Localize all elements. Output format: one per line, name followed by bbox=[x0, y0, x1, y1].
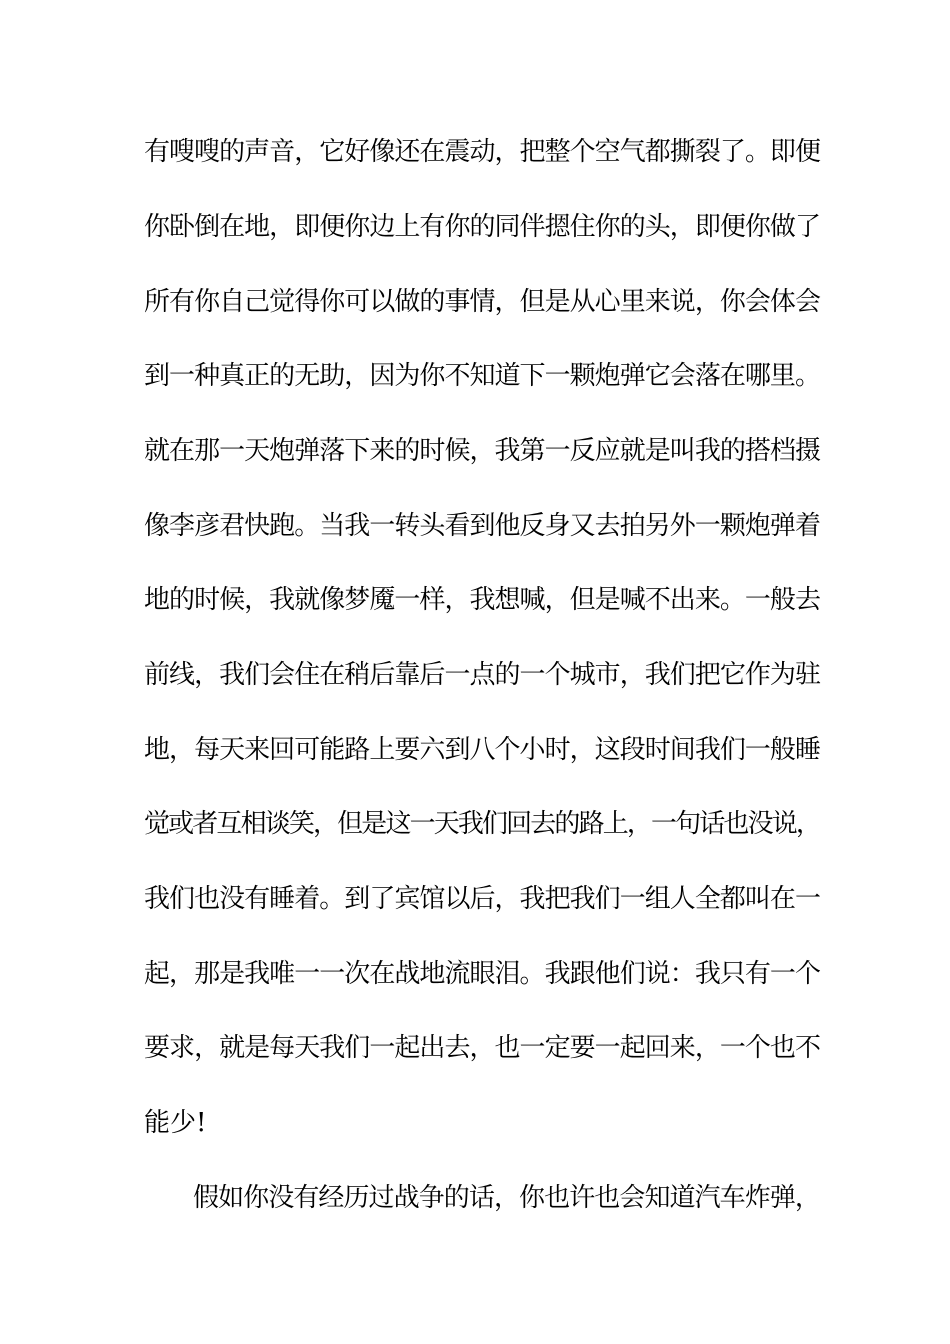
text-line: 起，那是我唯一一次在战地流眼泪。我跟他们说：我只有一个 bbox=[144, 959, 821, 989]
text-line: 觉或者互相谈笑，但是这一天我们回去的路上，一句话也没说， bbox=[144, 809, 821, 839]
text-line: 所有你自己觉得你可以做的事情，但是从心里来说，你会体会 bbox=[144, 287, 821, 317]
text-line: 能少! bbox=[144, 1108, 207, 1138]
text-line: 地的时候，我就像梦魇一样，我想喊，但是喊不出来。一般去 bbox=[144, 585, 821, 615]
text-line: 就在那一天炮弹落下来的时候，我第一反应就是叫我的搭档摄 bbox=[144, 436, 821, 466]
text-line: 有嗖嗖的声音，它好像还在震动，把整个空气都撕裂了。即便 bbox=[144, 137, 821, 167]
text-line: 你卧倒在地，即便你边上有你的同伴摁住你的头，即便你做了 bbox=[144, 212, 821, 242]
text-line: 像李彦君快跑。当我一转头看到他反身又去拍另外一颗炮弹着 bbox=[144, 511, 821, 541]
text-line: 地，每天来回可能路上要六到八个小时，这段时间我们一般睡 bbox=[144, 735, 821, 765]
text-line: 到一种真正的无助，因为你不知道下一颗炮弹它会落在哪里。 bbox=[144, 361, 821, 391]
text-line: 前线，我们会住在稍后靠后一点的一个城市，我们把它作为驻 bbox=[144, 660, 821, 690]
paragraph-first-line: 假如你没有经历过战争的话，你也许也会知道汽车炸弹， bbox=[193, 1183, 821, 1213]
text-line: 要求，就是每天我们一起出去，也一定要一起回来，一个也不 bbox=[144, 1033, 821, 1063]
text-line: 我们也没有睡着。到了宾馆以后，我把我们一组人全都叫在一 bbox=[144, 884, 821, 914]
